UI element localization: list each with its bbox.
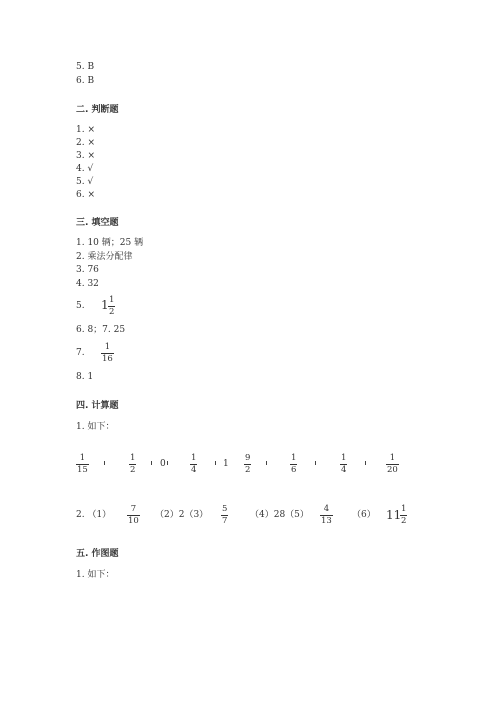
answer-line: 1. ×: [76, 125, 95, 135]
answer-line: 8. 1: [76, 372, 94, 382]
result-fraction: $\frac{7}{10}$: [128, 504, 139, 526]
result-value: 1: [223, 459, 229, 469]
result-fraction: $\frac{1}{2}$: [130, 453, 136, 475]
section-heading: 五. 作图题: [76, 549, 119, 559]
answer-line: 4. √: [76, 164, 94, 174]
result-value: 0: [160, 459, 166, 469]
separator-mark: [266, 461, 267, 465]
answer-line: 2. 乘法分配律: [76, 252, 133, 262]
result-fraction: $\frac{4}{13}$: [321, 504, 332, 526]
answer-line: 1. 如下：: [76, 570, 115, 580]
mixed-number-whole: 11: [386, 508, 402, 522]
mixed-number-whole: 1: [101, 298, 109, 312]
answer-label: 2. （1）: [76, 510, 112, 520]
answer-line: 5. B: [76, 62, 95, 72]
section-heading: 二. 判断题: [76, 105, 119, 115]
result-fraction: $\frac{1}{20}$: [387, 453, 398, 475]
result-fraction: $\frac{5}{7}$: [222, 504, 228, 526]
fraction: $\frac{1}{16}$: [102, 342, 113, 364]
answer-line: 1. 10 辆；25 辆: [76, 238, 144, 248]
answer-text: （4）28（5）: [250, 510, 309, 520]
separator-mark: [167, 461, 168, 465]
answer-line: 5. √: [76, 177, 94, 187]
result-fraction: $\frac{1}{4}$: [341, 453, 347, 475]
answer-line: 3. ×: [76, 151, 95, 161]
answer-text: （6）: [352, 510, 376, 520]
result-fraction: $\frac{1}{6}$: [291, 453, 297, 475]
separator-mark: [151, 461, 152, 465]
separator-mark: [365, 461, 366, 465]
answer-line: 6. 8；7. 25: [76, 325, 126, 335]
fraction: $\frac{1}{2}$: [109, 295, 115, 317]
answer-text: （2）2（3）: [155, 510, 209, 520]
result-fraction: $\frac{1}{15}$: [77, 453, 88, 475]
answer-label: 7.: [76, 348, 85, 358]
separator-mark: [215, 461, 216, 465]
answer-line: 4. 32: [76, 279, 99, 289]
separator-mark: [104, 461, 105, 465]
answer-label: 5.: [76, 301, 85, 311]
answer-line: 1. 如下：: [76, 422, 115, 432]
section-heading: 三. 填空题: [76, 218, 119, 228]
result-fraction: $\frac{9}{2}$: [245, 453, 251, 475]
separator-mark: [315, 461, 316, 465]
answer-line: 3. 76: [76, 265, 99, 275]
answer-line: 6. ×: [76, 190, 95, 200]
answer-line: 6. B: [76, 76, 95, 86]
section-heading: 四. 计算题: [76, 401, 119, 411]
answer-line: 2. ×: [76, 138, 95, 148]
result-fraction: $\frac{1}{4}$: [191, 453, 197, 475]
fraction: $\frac{1}{2}$: [401, 504, 407, 526]
